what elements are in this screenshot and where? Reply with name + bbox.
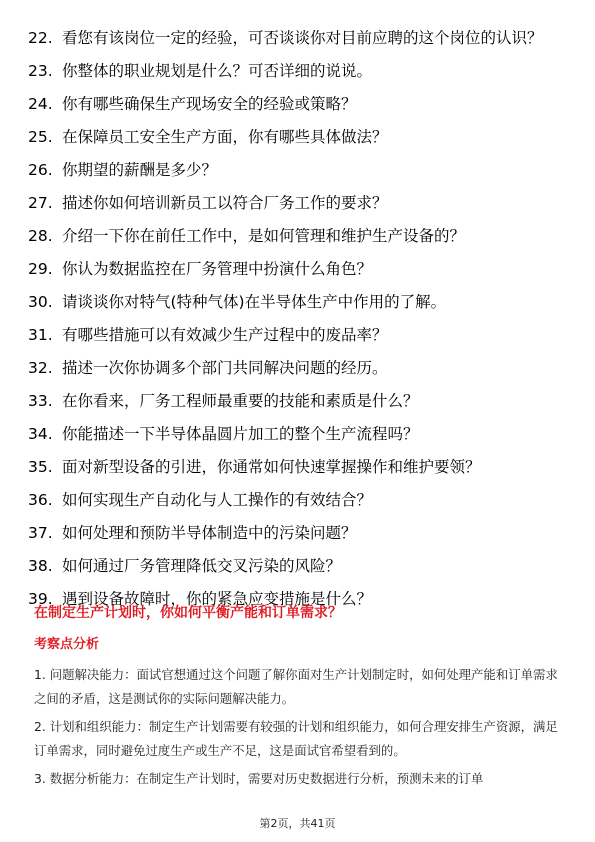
section-title: 在制定生产计划时，你如何平衡产能和订单需求？ [34,605,342,621]
question-text: 如何实现生产自动化与人工操作的有效结合？ [62,491,373,509]
list-item [28,489,568,511]
list-item [28,423,568,445]
question-text: 面对新型设备的引进，你通常如何快速掌握操作和维护要领？ [62,458,481,476]
question-text: 介绍一下你在前任工作中，是如何管理和维护生产设备的？ [62,227,466,245]
analysis-point: 3. 数据分析能力：在制定生产计划时，需要对历史数据进行分析，预测未来的订单 [34,771,484,786]
list-item [28,324,568,346]
question-text: 描述一次你协调多个部门共同解决问题的经历。 [62,359,388,377]
question-text: 在保障员工安全生产方面，你有哪些具体做法？ [62,128,388,146]
question-number: 25. [28,128,53,146]
analysis-point: 1. 问题解决能力：面试官想通过这个问题了解你面对生产计划制定时，如何处理产能和订单需求之间的矛盾，这是测试你的实际问题解决能力。 [34,667,558,706]
list-item [28,93,568,115]
list-item [28,291,568,313]
list-item [28,456,568,478]
question-number: 24. [28,95,53,113]
question-text: 你认为数据监控在厂务管理中扮演什么角色？ [62,260,373,278]
question-number: 39. [28,590,53,608]
question-number: 31. [28,326,53,344]
list-item [28,192,568,214]
question-number: 27. [28,194,53,212]
list-item [28,357,568,379]
analysis-point: 2. 计划和组织能力：制定生产计划需要有较强的计划和组织能力，如何合理安排生产资源，满足订单需求，同时避免过度生产或生产不足，这是面试官希望看到的。 [34,719,558,758]
list-item [28,555,568,577]
question-number: 36. [28,491,53,509]
question-number: 22. [28,29,53,47]
list-item [28,27,568,49]
list-item [28,258,568,280]
list-item [28,390,568,412]
question-text: 有哪些措施可以有效减少生产过程中的废品率？ [62,326,388,344]
question-number: 29. [28,260,53,278]
question-number: 26. [28,161,53,179]
question-text: 你能描述一下半导体晶圆片加工的整个生产流程吗？ [62,425,419,443]
question-text: 描述你如何培训新员工以符合厂务工作的要求？ [62,194,388,212]
question-text: 在你看来，厂务工程师最重要的技能和素质是什么？ [62,392,419,410]
question-text: 请谈谈你对特气(特种气体)在半导体生产中作用的了解。 [62,293,447,311]
question-text: 如何通过厂务管理降低交叉污染的风险？ [62,557,342,575]
question-number: 35. [28,458,53,476]
question-text: 你期望的薪酬是多少？ [62,161,218,179]
question-number: 34. [28,425,53,443]
analysis-subtitle: 考察点分析 [34,637,100,652]
question-number: 23. [28,62,53,80]
question-text: 你整体的职业规划是什么？可否详细的说说。 [62,62,373,80]
question-text: 看您有该岗位一定的经验，可否谈谈你对目前应聘的这个岗位的认识？ [62,29,543,47]
list-item [28,225,568,247]
question-number: 33. [28,392,53,410]
question-text: 如何处理和预防半导体制造中的污染问题？ [62,524,357,542]
list-item [28,159,568,181]
question-list [28,27,568,621]
question-number: 30. [28,293,53,311]
question-number: 38. [28,557,53,575]
question-number: 28. [28,227,53,245]
list-item [28,60,568,82]
list-item [28,522,568,544]
question-text: 你有哪些确保生产现场安全的经验或策略？ [62,95,357,113]
page-footer: 第2页，共41页 [259,817,336,830]
question-number: 32. [28,359,53,377]
question-number: 37. [28,524,53,542]
list-item [28,126,568,148]
analysis-points [34,663,564,795]
question-text: 遇到设备故障时，你的紧急应变措施是什么？ [62,590,373,608]
